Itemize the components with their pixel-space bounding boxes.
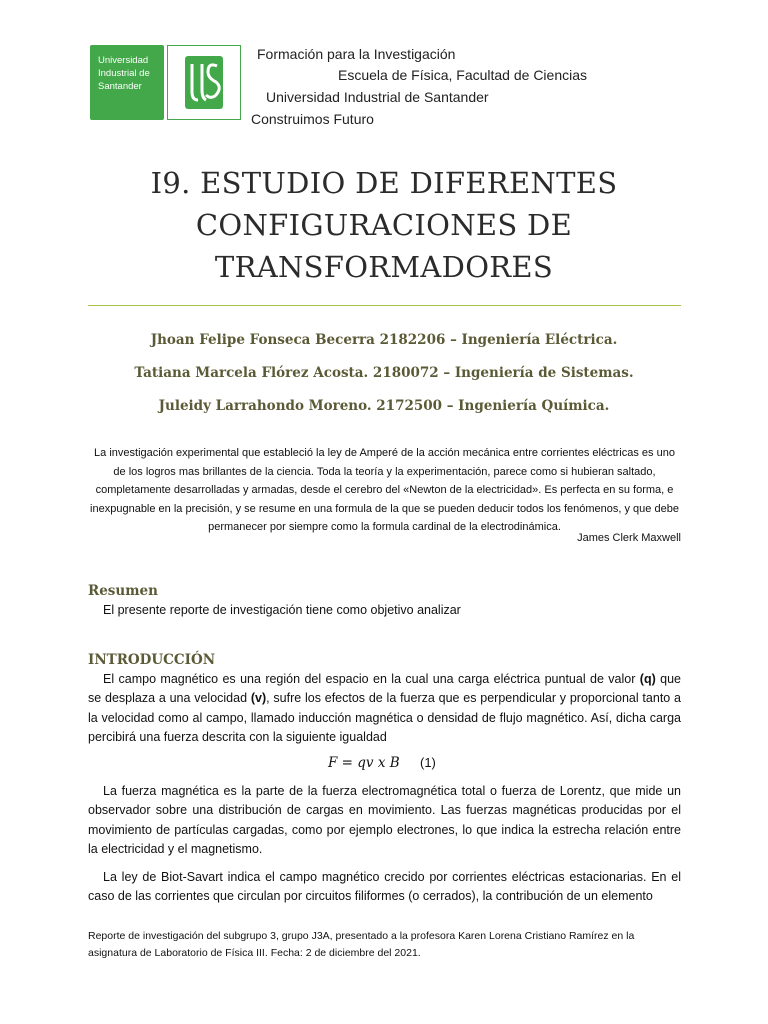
uis-emblem-icon — [167, 45, 241, 120]
velocity-symbol: (v) — [250, 691, 267, 706]
university-logo — [90, 45, 164, 120]
author-line: Jhoan Felipe Fonseca Becerra 2182206 – Ingeniería Eléctrica. — [150, 332, 618, 348]
report-footnote: Reporte de investigación del subgrupo 3, grupo J3A, presentado a la profesora Karen Lorena Cristiano Ramírez en la asignatura de Laboratorio de Física III. Fecha: 2 de diciembre del 2021. — [88, 930, 635, 959]
intro-paragraph-3: La ley de Biot-Savart indica el campo magnético crecido por corrientes eléctricas estacionarias. En el caso de las corrientes que circulan por circuitos filiformes (o cerrados), la contribución de un elemento — [88, 870, 681, 904]
intro-p1-text: que se desplaza a una velocidad — [88, 672, 681, 706]
header-line-universidad: Universidad Industrial de Santander — [266, 89, 489, 105]
intro-p1-text: El campo magnético es una región del espacio en la cual una carga eléctrica puntual de valor — [103, 672, 640, 686]
intro-paragraph-1 — [88, 670, 681, 748]
document-title — [0, 162, 768, 288]
resumen-heading: Resumen — [88, 583, 158, 599]
author-line: Juleidy Larrahondo Moreno. 2172500 – Ingeniería Química. — [158, 398, 610, 414]
resumen-text: El presente reporte de investigación tiene como objetivo analizar — [103, 603, 461, 617]
title-line: TRANSFORMADORES — [214, 250, 554, 284]
university-logo-text — [98, 54, 150, 93]
equation-number: (1) — [420, 755, 436, 770]
charge-symbol: (q) — [639, 672, 656, 686]
lorentz-equation: F = qv x B — [328, 755, 400, 771]
title-divider — [88, 305, 681, 306]
header-line-escuela: Escuela de Física, Facultad de Ciencias — [338, 67, 588, 83]
logo-line: Santander — [98, 81, 142, 92]
intro-paragraph-2: La fuerza magnética es la parte de la fuerza electromagnética total o fuerza de Lorentz, que mide un observador sobre una distribución de cargas en movimiento. Las fuerzas magnéticas producidas por el movimiento de partículas cargadas, como por ejemplo electrones, lo que indica la estrecha relación entre la electricidad y el magnetismo. — [88, 784, 681, 857]
epigraph-quote: La investigación experimental que estableció la ley de Amperé de la acción mecánica entre corrientes eléctricas es uno de los logros mas brillantes de la ciencia. Toda la teoría y la experimentación, parece como si hubieran saltado, completamente desarrolladas y armadas, desde el cerebro del «Newton de la electricidad». Es perfecta en su forma, e inexpugnable en la precisión, y se resume en una formula de la que se pueden deducir todos los fenómenos, y que debe permanecer por siempre como la formula cardinal de la electrodinámica. — [90, 447, 679, 533]
intro-p1-text: , sufre los efectos de la fuerza que es perpendicular y proporcional tanto a la velocidad como al campo, llamado inducción magnética o densidad de flujo magnético. Así, dicha carga percibirá una fuerza descrita con la siguiente igualdad — [88, 691, 681, 745]
title-line: CONFIGURACIONES DE — [195, 208, 573, 242]
epigraph-author: James Clerk Maxwell — [577, 532, 681, 544]
header-line-formacion: Formación para la Investigación — [257, 46, 456, 62]
introduccion-heading: INTRODUCCIÓN — [88, 652, 216, 668]
logo-line: Industrial de — [98, 68, 150, 79]
title-line: I9. ESTUDIO DE DIFERENTES — [150, 166, 618, 200]
header-line-lema: Construimos Futuro — [251, 111, 374, 127]
author-line: Tatiana Marcela Flórez Acosta. 2180072 – Ingeniería de Sistemas. — [134, 365, 634, 381]
logo-line: Universidad — [98, 55, 149, 66]
